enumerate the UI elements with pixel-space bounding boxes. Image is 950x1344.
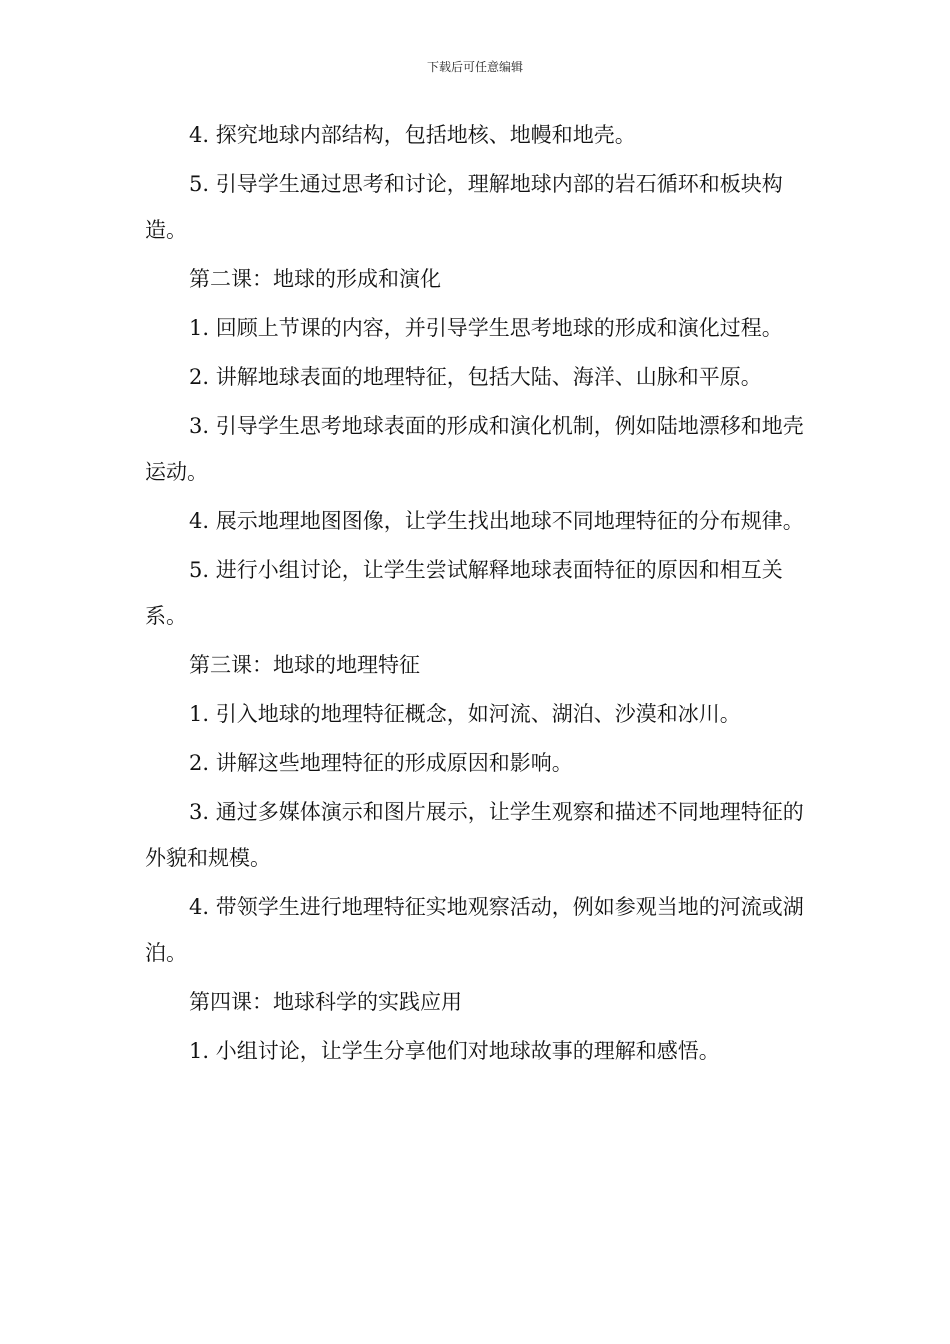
document-body bbox=[145, 112, 810, 1077]
list-item: 1. 回顾上节课的内容，并引导学生思考地球的形成和演化过程。 bbox=[189, 316, 783, 340]
list-item: 3. 通过多媒体演示和图片展示，让学生观察和描述不同地理特征的外貌和规模。 bbox=[145, 800, 804, 870]
list-item: 1. 引入地球的地理特征概念，如河流、湖泊、沙漠和冰川。 bbox=[189, 702, 741, 726]
list-item: 5. 进行小组讨论，让学生尝试解释地球表面特征的原因和相互关系。 bbox=[145, 558, 783, 628]
lesson-heading: 第三课：地球的地理特征 bbox=[189, 653, 420, 677]
list-item: 1. 小组讨论，让学生分享他们对地球故事的理解和感悟。 bbox=[189, 1039, 720, 1063]
list-item: 2. 讲解这些地理特征的形成原因和影响。 bbox=[189, 751, 573, 775]
list-item: 4. 带领学生进行地理特征实地观察活动，例如参观当地的河流或湖泊。 bbox=[145, 895, 804, 965]
lesson-heading: 第二课：地球的形成和演化 bbox=[189, 267, 441, 291]
page-header: 下载后可任意编辑 bbox=[426, 60, 523, 74]
list-item: 2. 讲解地球表面的地理特征，包括大陆、海洋、山脉和平原。 bbox=[189, 365, 762, 389]
list-item: 4. 探究地球内部结构，包括地核、地幔和地壳。 bbox=[189, 123, 636, 147]
list-item: 5. 引导学生通过思考和讨论，理解地球内部的岩石循环和板块构造。 bbox=[145, 172, 783, 242]
list-item: 3. 引导学生思考地球表面的形成和演化机制，例如陆地漂移和地壳运动。 bbox=[145, 414, 804, 484]
lesson-heading: 第四课：地球科学的实践应用 bbox=[189, 990, 462, 1014]
list-item: 4. 展示地理地图图像，让学生找出地球不同地理特征的分布规律。 bbox=[189, 509, 804, 533]
